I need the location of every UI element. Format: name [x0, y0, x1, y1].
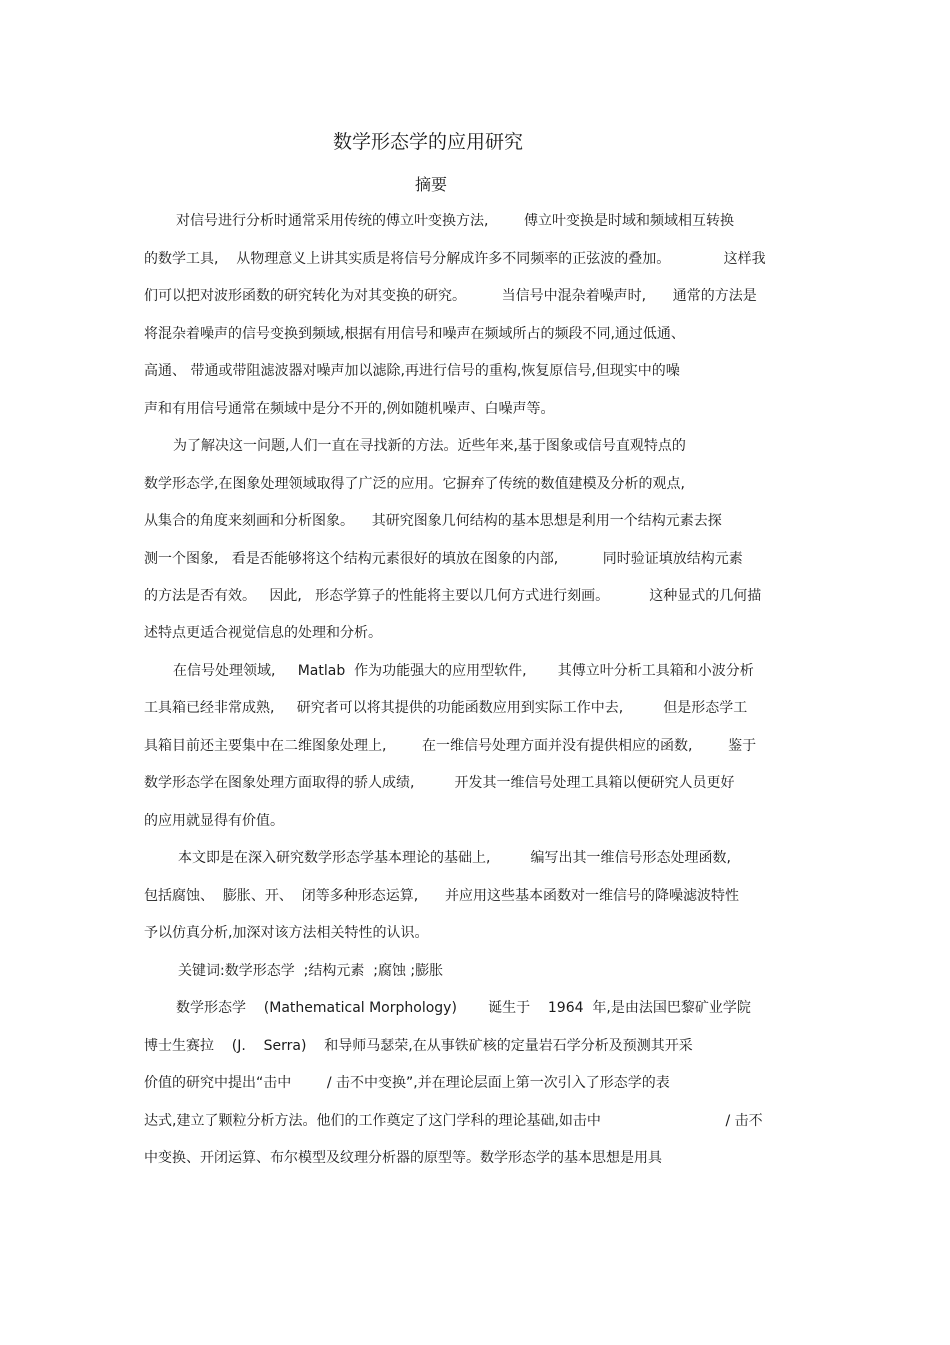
keywords-line: 关键词:数学形态学 ;结构元素 ;腐蚀 ;膨胀: [178, 963, 444, 979]
body-line: 的应用就显得有价值。: [144, 813, 284, 829]
body-line: 的数学工具, 从物理意义上讲其实质是将信号分解成许多不同频率的正弦波的叠加。 这样我: [144, 251, 766, 267]
body-line: 测一个图象, 看是否能够将这个结构元素很好的填放在图象的内部, 同时验证填放结构元素: [144, 551, 743, 567]
body-line: 中变换、开闭运算、布尔模型及纹理分析器的原型等。数学形态学的基本思想是用具: [144, 1150, 662, 1166]
body-line: 在信号处理领域, Matlab 作为功能强大的应用型软件, 其傅立叶分析工具箱和小波分析: [173, 663, 754, 679]
body-line: 将混杂着噪声的信号变换到频域,根据有用信号和噪声在频域所占的频段不同,通过低通、: [144, 326, 685, 342]
body-line: 具箱目前还主要集中在二维图象处理上, 在一维信号处理方面并没有提供相应的函数, 鉴于: [144, 738, 757, 754]
body-line: 数学形态学 (Mathematical Morphology) 诞生于 1964 年,是由法国巴黎矿业学院: [176, 1000, 751, 1016]
body-line: 工具箱已经非常成熟, 研究者可以将其提供的功能函数应用到实际工作中去, 但是形态学工: [144, 700, 748, 716]
body-line: 的方法是否有效。 因此, 形态学算子的性能将主要以几何方式进行刻画。 这种显式的几何描: [144, 588, 762, 604]
body-line: 高通、 带通或带阻滤波器对噪声加以滤除,再进行信号的重构,恢复原信号,但现实中的噪: [144, 363, 680, 379]
document-title: 数学形态学的应用研究: [332, 131, 523, 153]
body-line: 述特点更适合视觉信息的处理和分析。: [144, 625, 382, 641]
body-line: 博士生赛拉 (J. Serra) 和导师马瑟荣,在从事铁矿核的定量岩石学分析及预测其开采: [144, 1038, 693, 1054]
body-line: 予以仿真分析,加深对该方法相关特性的认识。: [144, 925, 429, 941]
body-line: 本文即是在深入研究数学形态学基本理论的基础上, 编写出其一维信号形态处理函数,: [178, 850, 731, 866]
body-line: 价值的研究中提出“击中 / 击不中变换”,并在理论层面上第一次引入了形态学的表: [144, 1075, 670, 1091]
body-line: 对信号进行分析时通常采用传统的傅立叶变换方法, 傅立叶变换是时域和频域相互转换: [176, 213, 735, 229]
body-line: 数学形态学,在图象处理领域取得了广泛的应用。它摒弃了传统的数值建模及分析的观点,: [144, 476, 685, 492]
body-line: 为了解决这一问题,人们一直在寻找新的方法。近些年来,基于图象或信号直观特点的: [173, 438, 686, 454]
abstract-heading: 摘要: [414, 175, 447, 194]
body-line: 包括腐蚀、 膨胀、开、 闭等多种形态运算, 并应用这些基本函数对一维信号的降噪滤波特性: [144, 888, 739, 904]
body-line: 数学形态学在图象处理方面取得的骄人成绩, 开发其一维信号处理工具箱以便研究人员更好: [144, 775, 735, 791]
body-line: 声和有用信号通常在频域中是分不开的,例如随机噪声、白噪声等。: [144, 401, 555, 417]
body-line: 达式,建立了颗粒分析方法。他们的工作奠定了这门学科的理论基础,如击中 / 击不: [144, 1113, 763, 1129]
body-line: 们可以把对波形函数的研究转化为对其变换的研究。 当信号中混杂着噪声时, 通常的方法是: [144, 288, 757, 304]
body-line: 从集合的角度来刻画和分析图象。 其研究图象几何结构的基本思想是利用一个结构元素去探: [144, 513, 722, 529]
